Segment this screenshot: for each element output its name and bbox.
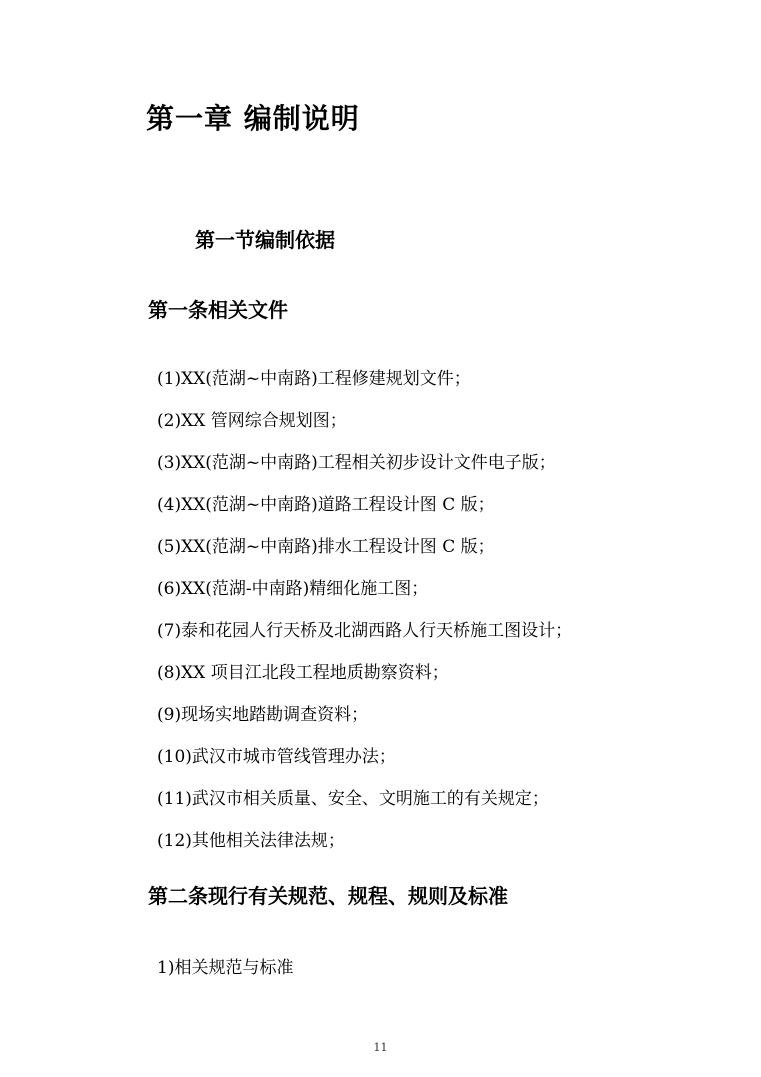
subsection-heading: 1)相关规范与标准 <box>157 958 294 978</box>
page-number: 11 <box>373 1041 388 1054</box>
chapter-title: 第一章 编制说明 <box>146 102 360 135</box>
article-1-title: 第一条相关文件 <box>148 298 288 322</box>
section-title: 第一节编制依据 <box>195 228 335 252</box>
list-item: (3)XX(范湖~中南路)工程相关初步设计文件电子版； <box>157 453 556 473</box>
list-item: (7)泰和花园人行天桥及北湖西路人行天桥施工图设计； <box>157 621 573 641</box>
list-item: (9)现场实地踏勘调查资料； <box>157 705 369 725</box>
article-2-title: 第二条现行有关规范、规程、规则及标准 <box>148 884 508 908</box>
related-documents-list <box>157 364 572 868</box>
list-item: (10)武汉市城市管线管理办法； <box>157 747 396 767</box>
list-item: (2)XX 管网综合规划图； <box>157 411 347 431</box>
list-item: (12)其他相关法律法规； <box>157 831 345 851</box>
list-item: (11)武汉市相关质量、安全、文明施工的有关规定； <box>157 789 549 809</box>
list-item: (1)XX(范湖~中南路)工程修建规划文件； <box>157 369 471 389</box>
list-item: (4)XX(范湖~中南路)道路工程设计图 C 版； <box>157 495 495 515</box>
list-item: (8)XX 项目江北段工程地质勘察资料； <box>157 663 449 683</box>
list-item: (5)XX(范湖~中南路)排水工程设计图 C 版； <box>157 537 495 557</box>
list-item: (6)XX(范湖-中南路)精细化施工图； <box>157 579 429 599</box>
